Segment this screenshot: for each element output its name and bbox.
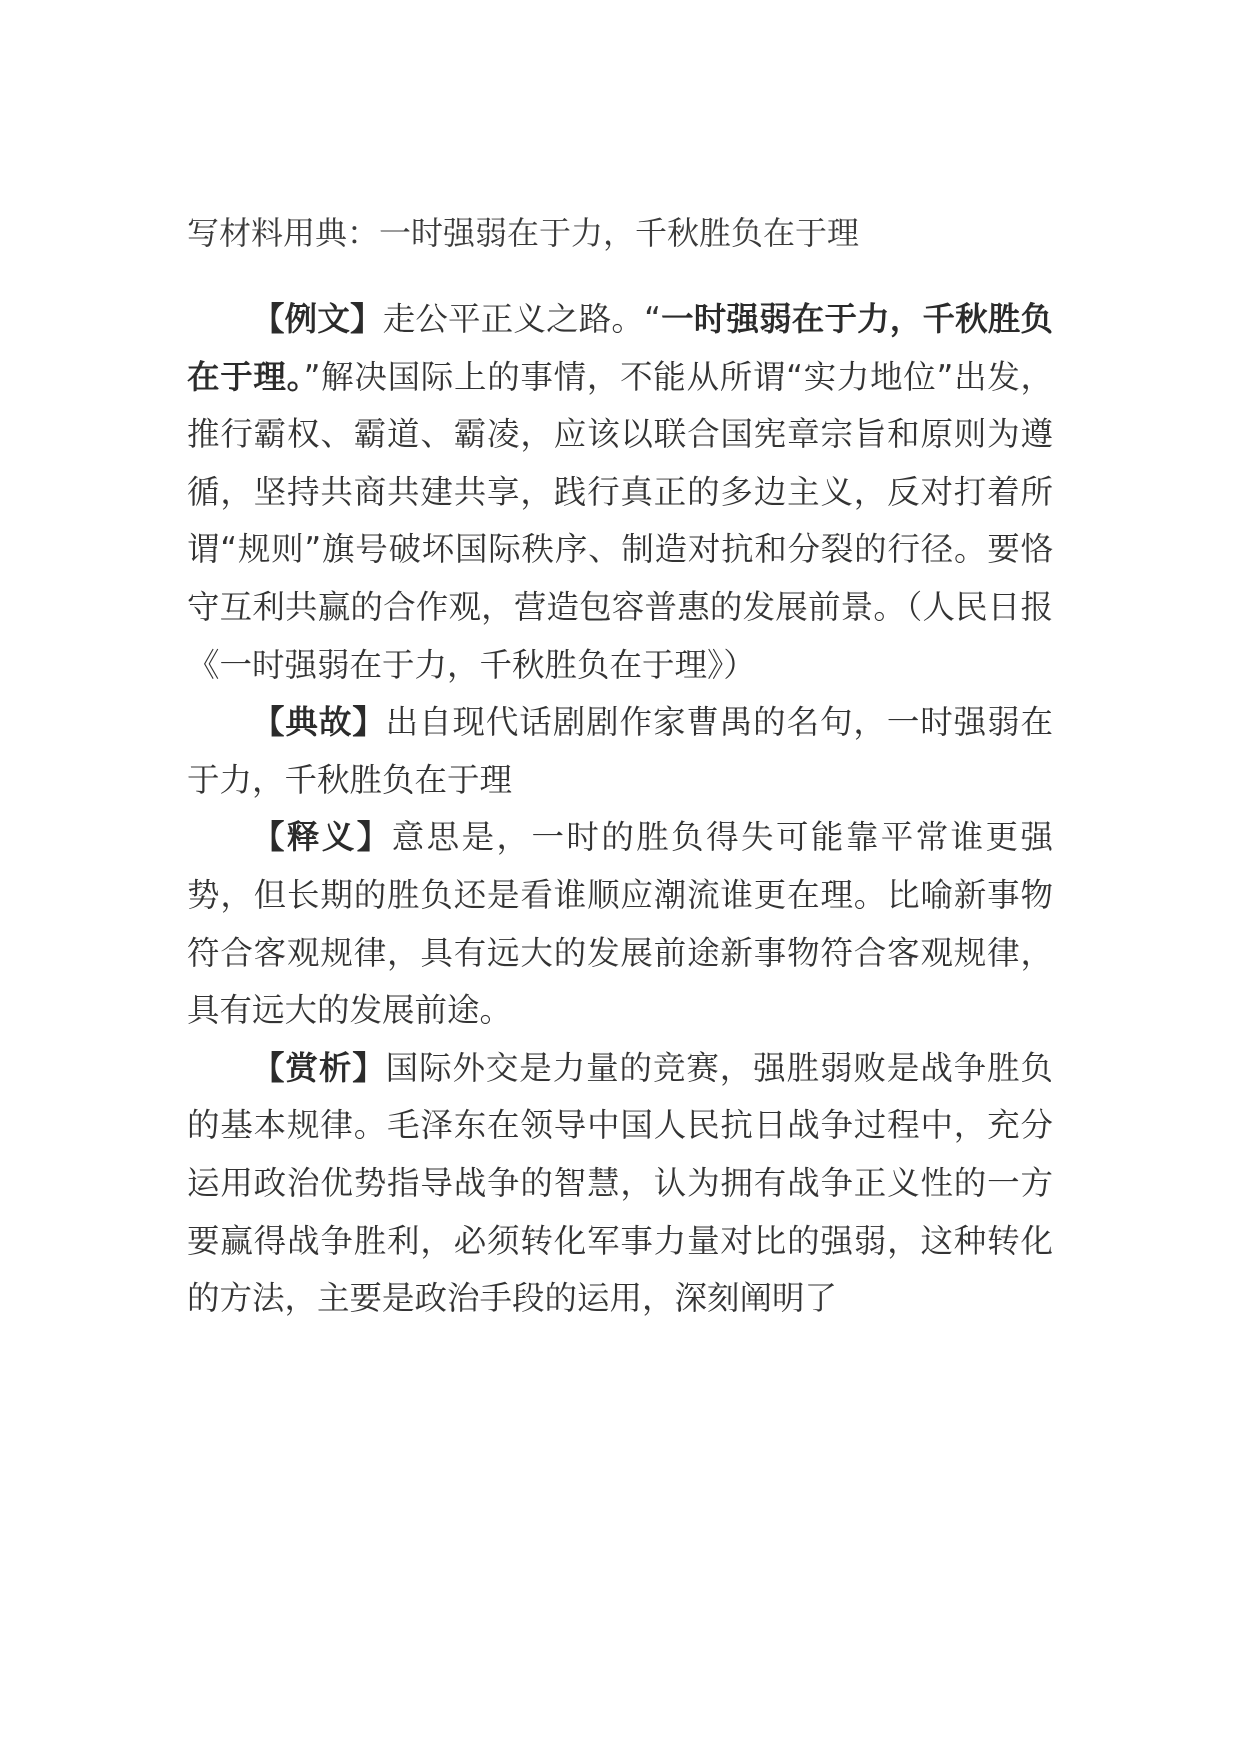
paragraph-appreciation [187,1040,1053,1328]
section-label-allusion: 【典故】 [252,703,386,742]
section-label-example: 【例文】 [252,300,383,338]
example-quote-bold: 一时强弱在于力，千秋胜负在于理。 [187,300,1053,396]
appreciation-text: 国际外交是力量的竞赛，强胜弱败是战争胜负的基本规律。毛泽东在领导中国人民抗日战争过程中，充分运用政治优势指导战争的智慧，认为拥有战争正义性的一方要赢得战争胜利，必须转化军事力量对比的强弱，这种转化的方法，主要是政治手段的运用，深刻阐明了 [187,1048,1053,1318]
paragraph-interpretation [187,809,1053,1039]
example-text-lead: 走公平正义之路。“ [382,300,661,338]
section-label-appreciation: 【赏析】 [252,1048,386,1087]
allusion-text: 出自现代话剧剧作家曹禺的名句，一时强弱在于力，千秋胜负在于理 [187,703,1053,799]
document-body [187,291,1053,1328]
paragraph-allusion [187,694,1053,809]
document-title: 写材料用典：一时强弱在于力，千秋胜负在于理 [187,214,860,252]
example-text-body: ”解决国际上的事情，不能从所谓“实力地位”出发，推行霸权、霸道、霸凌，应该以联合国宪章宗旨和原则为遵循，坚持共商共建共享，践行真正的多边主义，反对打着所谓“规则”旗号破坏国际秩序、制造对抗和分裂的行径。要恪守互利共赢的合作观，营造包容普惠的发展前景。（人民日报《一时强弱在于力，千秋胜负在于理》） [187,357,1053,684]
paragraph-example [187,291,1053,694]
section-label-interpretation: 【释义】 [252,818,392,857]
interpretation-text: 意思是，一时的胜负得失可能靠平常谁更强势，但长期的胜负还是看谁顺应潮流谁更在理。比喻新事物符合客观规律，具有远大的发展前途新事物符合客观规律，具有远大的发展前途。 [187,818,1053,1030]
